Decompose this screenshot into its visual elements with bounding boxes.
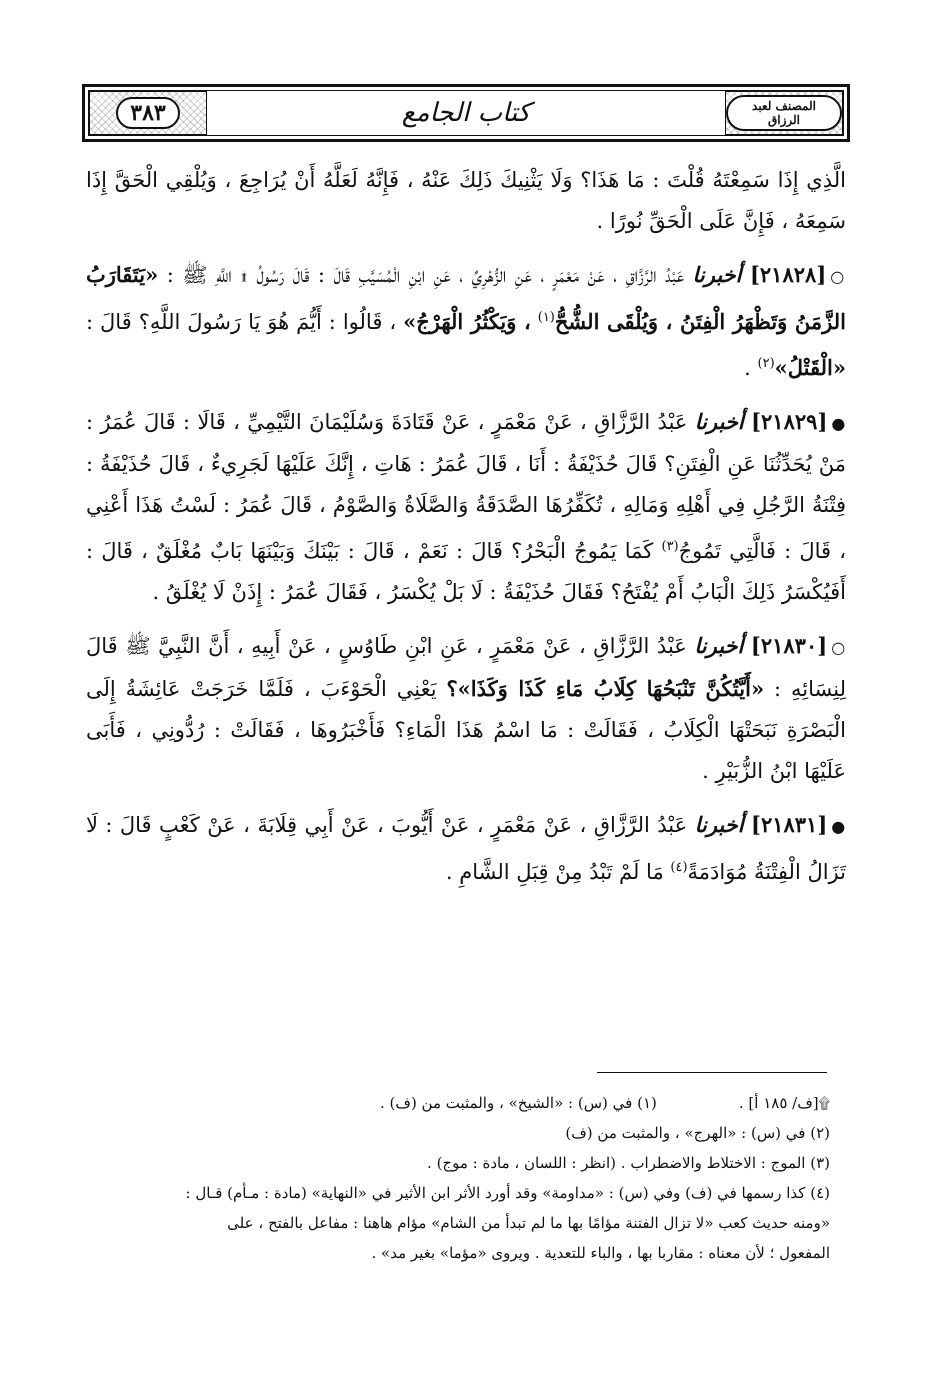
footnote-4-line-2: «ومنه حديث كعب «لا تزال الفتنة مؤامًا بها ما لم تبدأ من الشام» مؤام هاهنا : مفاعل بالفتح ، على xyxy=(227,1214,830,1232)
prophetic-quote-cont: ، وَيَكْثُرُ الْهَرْجُ» xyxy=(403,309,531,334)
folio-note: ۩[ف/ ١٨٥ أ] . xyxy=(738,1094,830,1112)
footnote-row-1 xyxy=(130,1088,830,1118)
filled-circle-marker: ● xyxy=(831,414,846,433)
footnote-2: (٢) في (س) : «الهرج» ، والمثبت من (ف) xyxy=(565,1124,830,1142)
isnad-word: أخبرنا xyxy=(692,262,742,287)
hadith-number: [٢١٨٢٨] xyxy=(749,262,827,287)
hadith-text: عَبْدُ الرَّزَّاقِ ، عَنْ مَعْمَرٍ ، عَنْ أَيُّوبَ ، عَنْ أَبِي قِلَابَةَ ، عَنْ كَعْبٍ قَالَ : لَا تَزَالُ الْفِتْنَةُ مُوَادَمَةً xyxy=(86,813,846,884)
isnad-word: أخبرنا xyxy=(694,633,744,658)
hadith-21831 xyxy=(86,804,846,893)
paragraph-text: الَّذِي إِذَا سَمِعْتَهُ قُلْتَ : مَا هَذَا؟ وَلَا يَثْنِيكَ ذَلِكَ عَنْهُ ، فَإِنَّهُ لَعَلَّهُ أَنْ يُرَاجِعَ ، وَيُلْقِي الْحَقَّ إِذَا سَمِعَهُ ، فَإِنَّ عَلَى الْحَقِّ نُورًا . xyxy=(86,168,846,233)
footnotes xyxy=(130,1088,830,1268)
page-number: ٣٨٣ xyxy=(116,97,179,129)
hollow-circle-marker: ○ xyxy=(831,638,847,657)
hadith-end: . xyxy=(744,356,751,380)
footnote-ref-4: (٤) xyxy=(670,860,688,875)
hadith-text-cont: يَعْنِي الْحَوْءَبَ ، فَلَمَّا خَرَجَتْ عَائِشَةُ إِلَى الْبَصْرَةِ نَبَحَتْهَا الْكِلَابُ ، فَقَالَتْ : مَا اسْمُ هَذَا الْمَاءِ؟ فَأَخْبَرُوهَا ، فَقَالَتْ : رُدُّونِي ، فَأَبَى عَلَيْهَا ابْنُ الزُّبَيْرِ . xyxy=(86,677,846,783)
footnote-4-line-1: (٤) كذا رسمها في (ف) وفي (س) : «مداومة» وقد أورد الأثر ابن الأثير في «النهاية» (مادة : مـأم) قـال : xyxy=(185,1184,830,1202)
footnote-3: (٣) الموج : الاختلاط والاضطراب . (انظر : اللسان ، مادة : موج) . xyxy=(427,1154,830,1172)
hadith-21829 xyxy=(86,401,846,613)
prophetic-quote: «أَيَّتُكُنَّ تَنْبَحُهَا كِلَابُ مَاءِ كَذَا وَكَذَا»؟ xyxy=(446,676,765,701)
main-text xyxy=(86,160,846,893)
hadith-text: عَبْدُ الرَّزَّاقِ ، عَنْ مَعْمَرٍ ، عَنْ قَتَادَةَ وَسُلَيْمَانَ التَّيْمِيِّ ، قَالَا : قَالَ عُمَرُ : مَنْ يُحَدِّثُنَا عَنِ الْفِتَنِ؟ قَالَ حُذَيْفَةُ : أَنَا ، قَالَ عُمَرُ : هَاتِ ، إِنَّكَ عَلَيْهَا لَجَرِيءٌ ، قَالَ حُذَيْفَةُ : فِتْنَةُ الرَّجُلِ فِي أَهْلِهِ وَمَالِهِ ، تُكَفِّرُهَا الصَّدَقَةُ وَالصَّلَاةُ وَالصَّوْمُ ، قَالَ عُمَرُ : لَسْتُ هَذَا أَعْنِي ، قَالَ : فَالَّتِي تَمُوجُ xyxy=(86,410,846,563)
page-number-ornament xyxy=(89,91,207,135)
hadith-number: [٢١٨٣١] xyxy=(751,812,828,837)
book-emblem-ornament xyxy=(725,91,843,135)
page-header xyxy=(82,84,850,142)
footnote-ref-3: (٣) xyxy=(661,539,679,554)
footnote-1: (١) في (س) : «الشيخ» ، والمثبت من (ف) . xyxy=(380,1094,657,1112)
footnote-4-line-3: المفعول ؛ لأن معناه : مقاربا بها ، والباء للتعدية . ويروى «مؤما» بغير مد» . xyxy=(371,1244,830,1262)
isnad-word: أخبرنا xyxy=(694,409,744,434)
hadith-21830 xyxy=(86,625,846,792)
hadith-text-cont: كَمَا يَمُوجُ الْبَحْرُ؟ قَالَ : نَعَمْ ، قَالَ : بَيْنَكَ وَبَيْنَهَا بَابٌ مُغْلَقٌ ، قَالَ : أَفَيُكْسَرُ ذَلِكَ الْبَابُ أَمْ يُفْتَحُ؟ فَقَالَ حُذَيْفَةُ : لَا بَلْ يُكْسَرُ ، فَقَالَ عُمَرُ : إِذَنْ لَا يُغْلَقُ . xyxy=(86,539,846,604)
prophetic-quote: «يَتَقَارَبُ الزَّمَنُ وَتَظْهَرُ الْفِتَنُ ، وَيُلْقَى الشُّحُّ xyxy=(86,262,846,334)
running-title: كتاب الجامع xyxy=(401,98,531,128)
paragraph-continuation xyxy=(86,160,846,242)
filled-circle-marker: ● xyxy=(831,817,846,836)
hadith-number: [٢١٨٣٠] xyxy=(750,633,828,658)
footnote-ref-2: (٢) xyxy=(757,356,775,371)
hadith-21828 xyxy=(86,254,846,389)
hadith-text-cont: ، قَالُوا : أَيُّمَ هُوَ يَا رَسُولَ اللَّهِ؟ قَالَ : xyxy=(86,310,397,334)
hollow-circle-marker: ○ xyxy=(830,267,846,286)
footnote-separator xyxy=(597,1072,827,1073)
prophetic-answer: «الْقَتْلُ» xyxy=(774,355,846,380)
footnote-ref-1: (١) xyxy=(537,310,555,325)
hadith-number: [٢١٨٢٩] xyxy=(751,409,828,434)
hadith-text: عَبْدُ الرَّزَّاقِ ، عَنْ مَعْمَرٍ ، عَنِ الزُّهْرِيِّ ، عَنِ ابْنِ الْمُسَيَّبِ قَالَ : قَالَ رَسُولُ ۩ اللَّهِ ﷺ : xyxy=(166,263,685,287)
isnad-word: أخبرنا xyxy=(694,812,744,837)
hadith-text-cont: مَا لَمْ تَبْدُ مِنْ قِبَلِ الشَّامِ . xyxy=(445,860,664,884)
hadith-text: عَبْدُ الرَّزَّاقِ ، عَنْ مَعْمَرٍ ، عَنِ ابْنِ طَاوُسٍ ، عَنْ أَبِيهِ ، أَنَّ النَّبِيَّ ﷺ قَالَ لِنِسَائِهِ : xyxy=(86,634,846,701)
book-emblem: المصنف لعبد الرزاق xyxy=(726,95,842,131)
